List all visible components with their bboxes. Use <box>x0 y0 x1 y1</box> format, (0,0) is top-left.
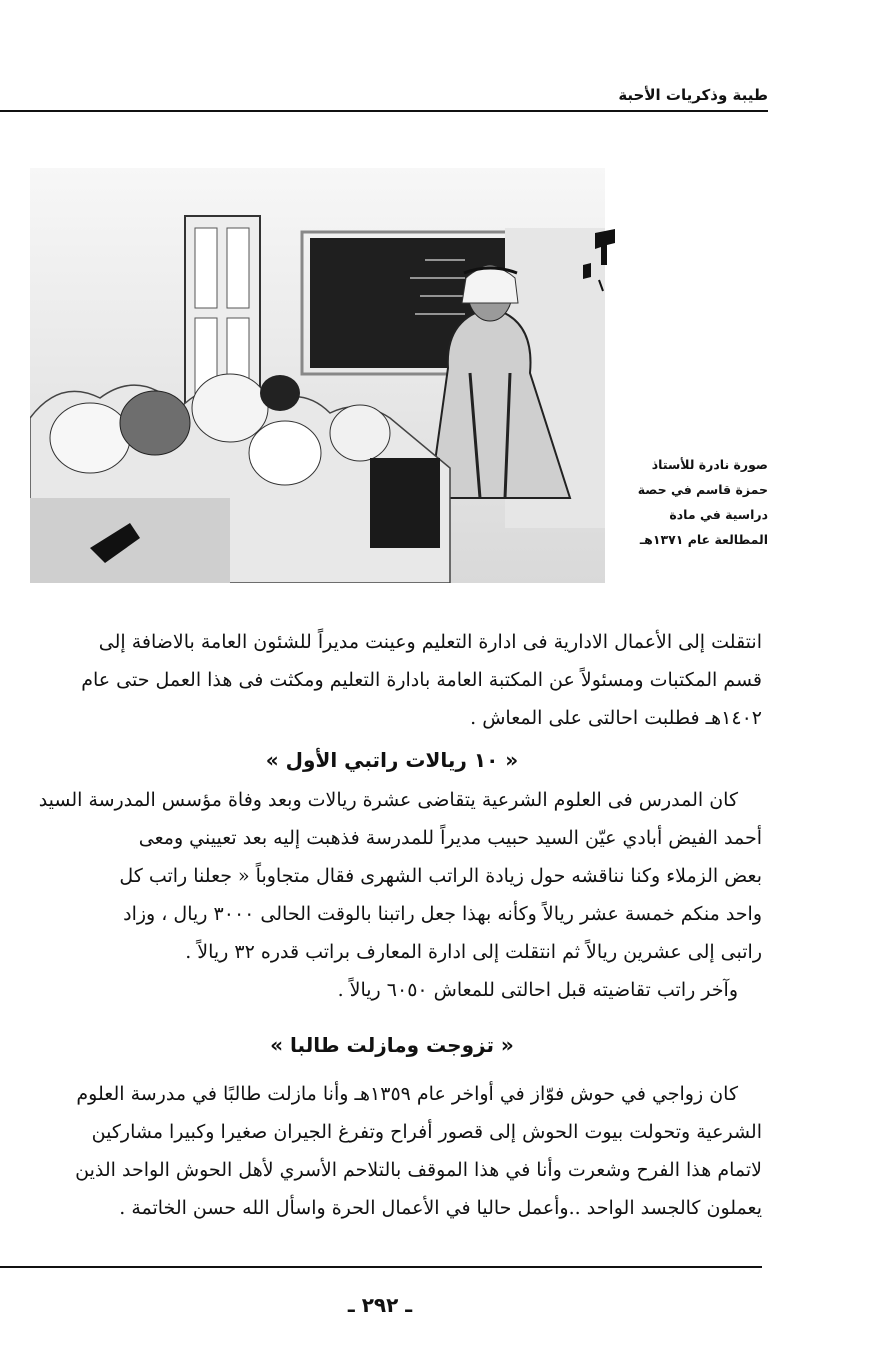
header-rule <box>0 110 768 112</box>
text-line: واحد منكم خمسة عشر ريالاً وكأنه بهذا جعل راتبنا بالوقت الحالى ٣٠٠٠ ريال ، وزاد <box>123 903 762 925</box>
text-line: يعملون كالجسد الواحد ..وأعمل حاليا في الأعمال الحرة واسأل الله حسن الخاتمة . <box>119 1197 762 1219</box>
section-heading-marriage: « تزوجت ومازلت طالبا » <box>270 1033 514 1057</box>
caption-line: دراسية في مادة <box>669 507 768 522</box>
text-line: كان المدرس فى العلوم الشرعية يتقاضى عشرة ريالات وبعد وفاة مؤسس المدرسة السيد <box>38 789 738 811</box>
photo-caption <box>618 452 768 552</box>
text-line: ١٤٠٢هـ فطلبت احالتى على المعاش . <box>470 707 762 729</box>
footer-rule <box>0 1266 762 1268</box>
caption-line: حمزة قاسم في حصة <box>637 482 768 497</box>
paragraph-salary <box>22 781 762 1009</box>
text-line: لاتمام هذا الفرح وشعرت وأنا في هذا الموقف بالتلاحم الأسري لأهل الحوش الواحد الذين <box>75 1159 762 1181</box>
paragraph-marriage <box>22 1075 762 1227</box>
classroom-photo <box>30 168 605 583</box>
running-header: طيبة وذكريات الأحبة <box>618 86 768 104</box>
paragraph-administrative-work <box>22 623 762 737</box>
caption-line: صورة نادرة للأستاذ <box>651 457 768 472</box>
text-line: أحمد الفيض أبادي عيّن السيد حبيب مديراً للمدرسة فذهبت إليه بعد تعييني ومعى <box>138 827 762 849</box>
text-line: انتقلت إلى الأعمال الادارية فى ادارة التعليم وعينت مديراً للشئون العامة بالاضافة إلى <box>98 631 762 653</box>
text-line: كان زواجي في حوش فوّاز في أواخر عام ١٣٥٩هـ وأنا مازلت طالبًا في مدرسة العلوم <box>76 1083 738 1105</box>
page-number: ـ ٢٩٢ ـ <box>347 1293 413 1317</box>
text-line: قسم المكتبات ومسئولاً عن المكتبة العامة بادارة التعليم ومكثت فى هذا العمل حتى عام <box>81 669 762 691</box>
text-line: راتبى إلى عشرين ريالاً ثم انتقلت إلى ادارة المعارف براتب قدره ٣٢ ريالاً . <box>185 941 762 963</box>
classroom-photo-image <box>30 168 605 583</box>
text-line: بعض الزملاء وكنا نناقشه حول زيادة الراتب الشهرى فقال متجاوباً « جعلنا راتب كل <box>119 865 762 887</box>
text-line: وآخر راتب تقاضيته قبل احالتى للمعاش ٦٠٥٠ ريالاً . <box>337 979 738 1001</box>
text-line: الشرعية وتحولت بيوت الحوش إلى قصور أفراح وتفرغ الجيران صغيرا وكبيرا مشاركين <box>91 1121 762 1143</box>
caption-line: المطالعة عام ١٣٧١هـ <box>639 532 768 547</box>
section-heading-first-salary: « ١٠ ريالات راتبي الأول » <box>265 748 519 772</box>
stamp-mark <box>575 225 625 295</box>
